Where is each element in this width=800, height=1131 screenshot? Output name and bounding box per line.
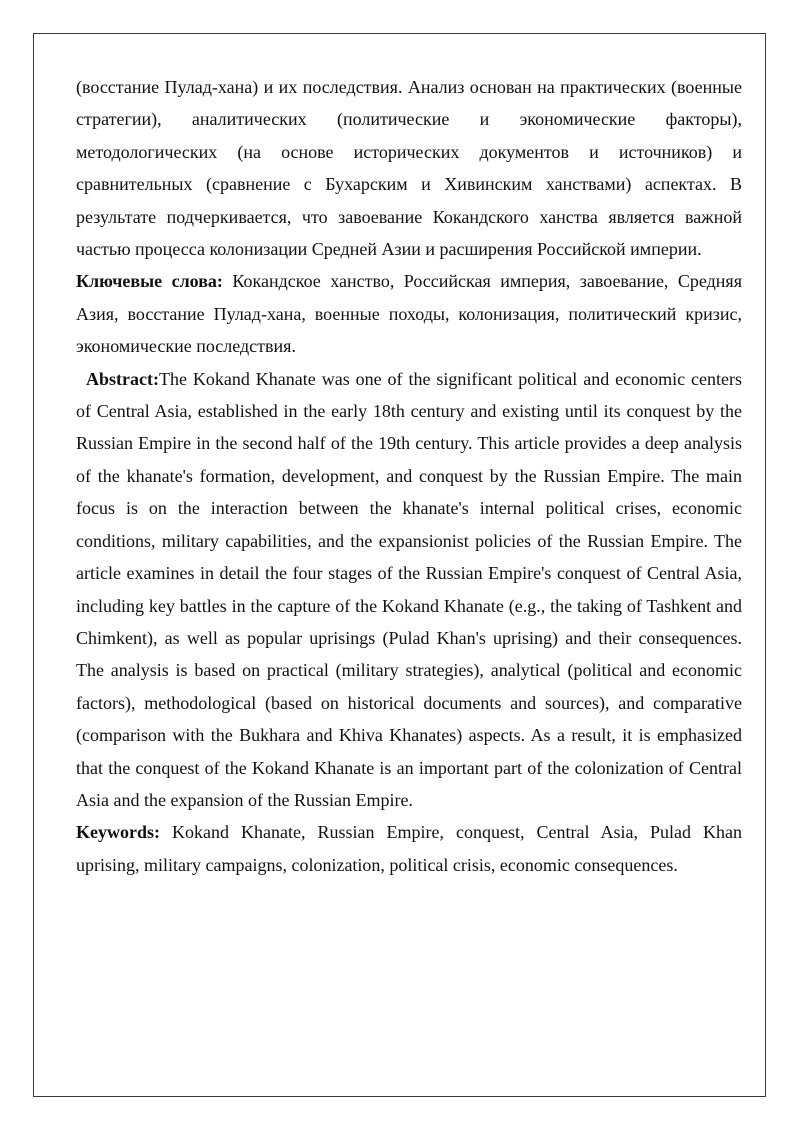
russian-keywords-text: Кокандское ханство, Российская империя, завоевание, Средняя Азия, восстание Пулад-хана, военные походы, колонизация, политический кризис, экономические последствия.: [76, 271, 742, 357]
english-keywords-text: Kokand Khanate, Russian Empire, conquest, Central Asia, Pulad Khan uprising, military campaigns, colonization, political crisis, economic consequences.: [76, 822, 742, 875]
russian-keywords: [76, 265, 742, 362]
document-body: [76, 71, 742, 881]
english-keywords: [76, 816, 742, 881]
russian-abstract-text: (восстание Пулад-хана) и их последствия. Анализ основан на практических (военные стратегии), аналитических (политические и экономические факторы), методологических (на основе исторических документов и источников) и сравнительных (сравнение с Бухарским и Хивинским ханствами) аспектах. В результате подчеркивается, что завоевание Кокандского ханства является важной частью процесса колонизации Средней Азии и расширения Российской империи.: [76, 77, 742, 260]
english-abstract: [76, 363, 742, 817]
russian-keywords-label: Ключевые слова:: [76, 271, 223, 292]
english-abstract-text: The Kokand Khanate was one of the significant political and economic centers of Central Asia, established in the early 18th century and existing until its conquest by the Russian Empire in the second half of the 19th century. This article provides a deep analysis of the khanate's formation, development, and conquest by the Russian Empire. The main focus is on the interaction between the khanate's internal political crises, economic conditions, military capabilities, and the expansionist policies of the Russian Empire. The article examines in detail the four stages of the Russian Empire's conquest of Central Asia, including key battles in the capture of the Kokand Khanate (e.g., the taking of Tashkent and Chimkent), as well as popular uprisings (Pulad Khan's uprising) and their consequences. The analysis is based on practical (military strategies), analytical (political and economic factors), methodological (based on historical documents and sources), and comparative (comparison with the Bukhara and Khiva Khanates) aspects. As a result, it is emphasized that the conquest of the Kokand Khanate is an important part of the colonization of Central Asia and the expansion of the Russian Empire.: [76, 368, 742, 810]
english-abstract-label: Abstract:: [86, 368, 159, 389]
russian-abstract-continuation: [76, 71, 742, 265]
english-keywords-label: Keywords:: [76, 822, 160, 843]
